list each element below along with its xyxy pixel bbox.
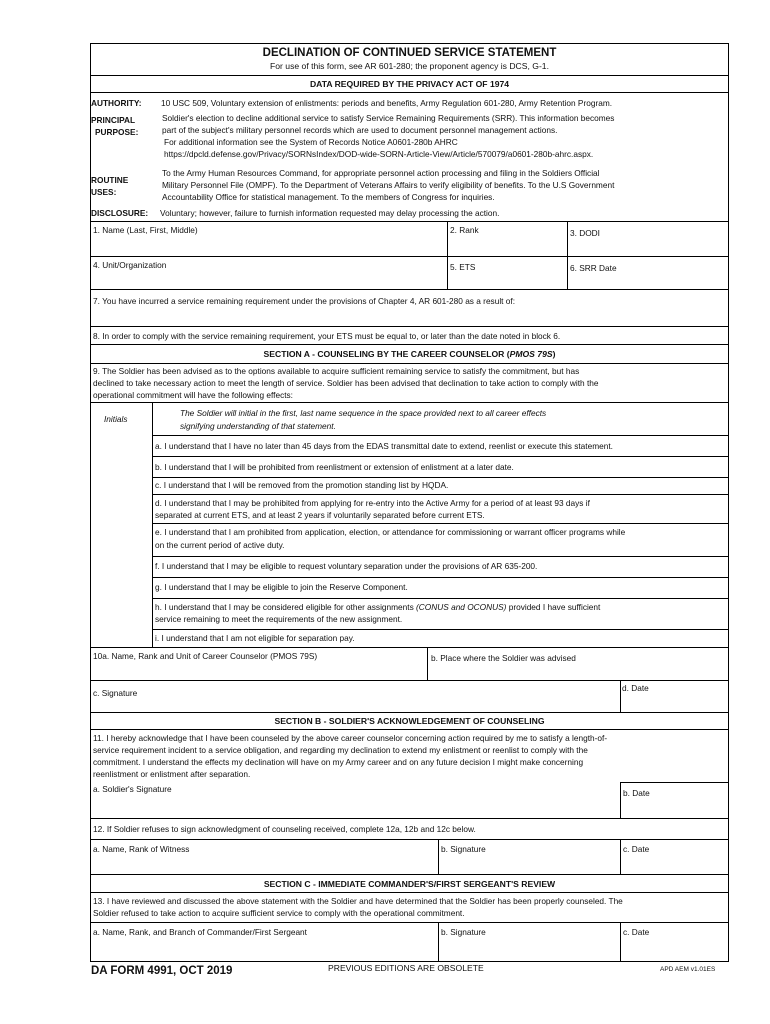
divider — [152, 556, 729, 557]
witness-name-label: a. Name, Rank of Witness — [93, 844, 190, 854]
form-subtitle: For use of this form, see AR 601-280; the proponent agency is DCS, G-1. — [270, 61, 549, 71]
effect-item-h — [155, 602, 600, 613]
counselor-signature-label: c. Signature — [93, 688, 138, 698]
section-a-heading-pmos: PMOS 79S — [509, 349, 553, 359]
effect-item-f: f. I understand that I may be eligible to request voluntary separation under the provisions of AR 635-200. — [155, 561, 538, 571]
divider — [152, 523, 729, 524]
srr-date-label: 6. SRR Date — [570, 263, 617, 273]
principal-purpose-text: Soldier's election to decline additional service to satisfy Service Remaining Requirements (SRR). This information becomes — [162, 113, 615, 123]
section-a-heading-text: SECTION A - COUNSELING BY THE CAREER COUNSELOR ( — [263, 349, 510, 359]
dodi-label: 3. DODI — [570, 228, 600, 238]
effect-item-b: b. I understand that I will be prohibited from reenlistment or extension of enlistment at a later date. — [155, 462, 514, 472]
divider — [90, 75, 729, 76]
section-b-heading: SECTION B - SOLDIER'S ACKNOWLEDGEMENT OF COUNSELING — [274, 716, 545, 726]
initials-box-f[interactable] — [91, 557, 151, 577]
block8-label: 8. In order to comply with the service remaining requirement, your ETS must be equal to, or later than the date noted in block 6. — [93, 331, 561, 341]
divider — [152, 598, 729, 599]
privacy-heading: DATA REQUIRED BY THE PRIVACY ACT OF 1974 — [309, 79, 510, 89]
effect-item-d: d. I understand that I may be prohibited from applying for re-entry into the Active Army for a period of at least 93 days if — [155, 498, 590, 508]
commander-signature-label: b. Signature — [441, 927, 486, 937]
unit-label: 4. Unit/Organization — [93, 260, 167, 270]
principal-purpose-text: https://dpcld.defense.gov/Privacy/SORNsIndex/DOD-wide-SORN-Article-View/Article/570079/a0601-280b-ahrc.aspx. — [164, 149, 594, 159]
block9-text: declined to take necessary action to meet the length of service. Soldier has been advised that declination to take action to comply with the — [93, 378, 599, 388]
principal-purpose-text: For additional information see the System of Records Notice A0601-280b AHRC — [164, 137, 458, 147]
block11-text: commitment. I understand the effects my declination will have on my Army career and on any future decision I might make concerning — [93, 757, 584, 767]
divider — [90, 344, 729, 345]
routine-uses-text: Military Personnel File (OMPF). To the Department of Veterans Affairs to verify eligibility of benefits. To the U.S Government — [162, 180, 615, 190]
routine-uses-label: ROUTINE — [91, 175, 129, 185]
ets-label: 5. ETS — [450, 262, 476, 272]
name-label: 1. Name (Last, First, Middle) — [93, 225, 198, 235]
section-a-heading-close: ) — [552, 349, 556, 359]
rank-label: 2. Rank — [450, 225, 479, 235]
divider — [152, 494, 729, 495]
divider — [90, 818, 729, 819]
effect-item-g: g. I understand that I may be eligible to join the Reserve Component. — [155, 582, 408, 592]
divider — [90, 729, 729, 730]
witness-date-label: c. Date — [623, 844, 650, 854]
effect-item-c: c. I understand that I will be removed from the promotion standing list by HQDA. — [155, 480, 449, 490]
effect-item-h-after: provided I have sufficient — [506, 602, 601, 612]
principal-purpose-label: PURPOSE: — [95, 127, 139, 137]
soldier-signature-label: a. Soldier's Signature — [93, 784, 172, 794]
initials-box-d[interactable] — [91, 495, 151, 523]
instruction-text: signifying understanding of that statement. — [180, 421, 336, 431]
section-a-heading — [90, 349, 729, 359]
block7-label: 7. You have incurred a service remaining requirement under the provisions of Chapter 4, AR 601-280 as a result of: — [93, 296, 516, 306]
divider — [90, 326, 729, 327]
routine-uses-text: To the Army Human Resources Command, for appropriate personnel action processing and filing in the Soldiers Official — [162, 168, 600, 178]
initials-box-c[interactable] — [91, 478, 151, 494]
initials-box-e[interactable] — [91, 524, 151, 556]
block9-text: operational commitment will have the following effects: — [93, 390, 293, 400]
authority-text: 10 USC 509, Voluntary extension of enlistments: periods and benefits, Army Regulation 601-280, Army Retention Program. — [161, 98, 613, 108]
divider — [90, 874, 729, 875]
block13-text: Soldier refused to take action to acquire sufficient service to comply with the operational commitment. — [93, 908, 465, 918]
form-title: DECLINATION OF CONTINUED SERVICE STATEMENT — [262, 47, 557, 59]
effect-item-a: a. I understand that I have no later than 45 days from the EDAS transmittal date to extend, reenlist or execute this statement. — [155, 441, 613, 451]
counselor-name-label: 10a. Name, Rank and Unit of Career Counselor (PMOS 79S) — [93, 651, 318, 661]
form-number: DA FORM 4991, OCT 2019 — [91, 965, 233, 977]
block11-text: reenlistment or enlistment after separation. — [93, 769, 251, 779]
divider — [152, 402, 153, 648]
block9-text: 9. The Soldier has been advised as to the options available to acquire sufficient remaining service to satisfy the commitment, but has — [93, 366, 580, 376]
routine-uses-label: USES: — [91, 187, 117, 197]
effect-item-e: on the current period of active duty. — [155, 540, 285, 550]
divider — [152, 435, 729, 436]
commander-name-label: a. Name, Rank, and Branch of Commander/First Sergeant — [93, 927, 307, 937]
effect-item-h: service remaining to meet the requirements of the new assignment. — [155, 614, 403, 624]
disclosure-label: DISCLOSURE: — [91, 208, 149, 218]
section-c-heading: SECTION C - IMMEDIATE COMMANDER'S/FIRST SERGEANT'S REVIEW — [263, 879, 556, 889]
divider — [90, 712, 729, 713]
divider — [90, 92, 729, 93]
divider — [90, 363, 729, 364]
principal-purpose-text: part of the subject's military personnel records which are used to document personnel management actions. — [162, 125, 558, 135]
initials-box-a[interactable] — [91, 436, 151, 456]
effect-item-e: e. I understand that I am prohibited from application, election, or attendance for commissioning or warrant officer programs while — [155, 527, 626, 537]
counselor-signature-field[interactable] — [91, 681, 619, 712]
obsolete-notice: PREVIOUS EDITIONS ARE OBSOLETE — [328, 963, 484, 973]
soldier-date-label: b. Date — [623, 788, 650, 798]
divider — [152, 456, 729, 457]
divider — [90, 402, 729, 403]
disclosure-text: Voluntary; however, failure to furnish information requested may delay processing the action. — [160, 208, 500, 218]
initials-box-g[interactable] — [91, 578, 151, 598]
commander-date-label: c. Date — [623, 927, 650, 937]
counselor-date-label: d. Date — [622, 683, 649, 693]
initials-box-h[interactable] — [91, 599, 151, 629]
effect-item-d: separated at current ETS, and at least 2 years if voluntarily separated before current ETS. — [155, 510, 485, 520]
effect-item-i: i. I understand that I am not eligible for separation pay. — [155, 633, 355, 643]
authority-label: AUTHORITY: — [91, 98, 142, 108]
block11-text: 11. I hereby acknowledge that I have been counseled by the above career counselor concerning action required by me to satisfy a length-of- — [93, 733, 608, 743]
effect-item-h-text: h. I understand that I may be considered eligible for other assignments — [155, 602, 417, 612]
block11-text: service requirement incident to a service obligation, and regarding my declination to extend my enlistment or reenlist to comply with the — [93, 745, 588, 755]
block13-text: 13. I have reviewed and discussed the above statement with the Soldier and have determined that the Soldier has been properly counseled. The — [93, 896, 623, 906]
witness-signature-label: b. Signature — [441, 844, 486, 854]
divider — [90, 892, 729, 893]
initials-box-b[interactable] — [91, 457, 151, 477]
version-label: APD AEM v1.01ES — [660, 966, 716, 973]
divider — [152, 577, 729, 578]
initials-label: Initials — [104, 414, 128, 424]
initials-box-i[interactable] — [91, 630, 151, 647]
place-advised-label: b. Place where the Soldier was advised — [431, 653, 576, 663]
srr-date-field[interactable] — [568, 257, 728, 289]
principal-purpose-label: PRINCIPAL — [91, 115, 136, 125]
divider — [152, 477, 729, 478]
divider — [152, 629, 729, 630]
effect-item-h-italic: (CONUS and OCONUS) — [416, 602, 507, 612]
routine-uses-text: Accountability Office for statistical management. To the members of Congress for inquiries. — [162, 192, 495, 202]
instruction-text: The Soldier will initial in the first, last name sequence in the space provided next to all career effects — [180, 408, 547, 418]
block12-label: 12. If Soldier refuses to sign acknowledgment of counseling received, complete 12a, 12b and 12c below. — [93, 824, 476, 834]
